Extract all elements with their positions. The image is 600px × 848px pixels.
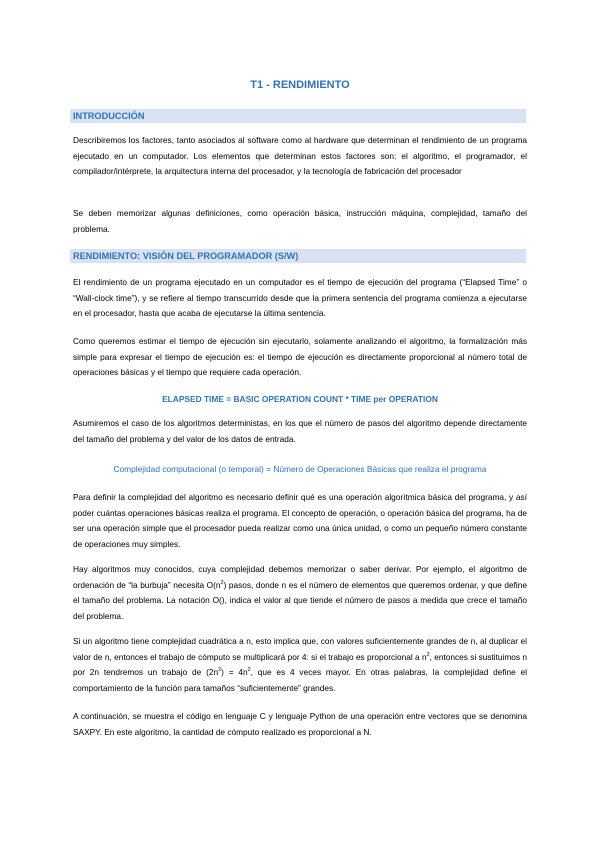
section-header-programmer-view: RENDIMIENTO: VISIÓN DEL PROGRAMADOR (S/W)	[70, 249, 526, 263]
section-header-intro: INTRODUCCIÓN	[70, 109, 526, 123]
page-title: T1 - RENDIMIENTO	[250, 79, 350, 91]
paragraph-elapsed-time: El rendimiento de un programa ejecutado en un computador es el tiempo de ejecución del programa (“Elapsed Time” o “Wall-clock time”), y se refiere al tiempo transcurrido desde que la primera sentencia del programa comienza a ejecutarse en el procesador, hasta que acaba de ejecutarse la última sentencia.	[73, 277, 527, 319]
paragraph-factors: Describiremos los factores, tanto asociados al software como al hardware que determinan el rendimiento de un programa ejecutado en un computador. Los elementos que determinan estos factores son: el algoritmo, el programador, el compilador/intérprete, la arquitectura interna del procesador, y la tecnología de fabricación del procesador	[73, 135, 527, 177]
paragraph-quadratic: Si un algoritmo tiene complejidad cuadrática a n, esto implica que, con valores suficientemente grandes de n, al duplicar el valor de n, entonces el trabajo de cómputo se multiplicará por 4: si el trabajo es proporcional a $n^2$, entonces si sustituimos n por 2n tendremos un trabajo de $(2n^2) = 4n^2$, que es 4 veces mayor. En otras palabras, la complejidad define el comportamiento de la función para tamaños “suficientemente” grandes.	[73, 636, 527, 693]
formula-elapsed-time: ELAPSED TIME = BASIC OPERATION COUNT * TIME per OPERATION	[162, 394, 438, 404]
paragraph-definitions: Se deben memorizar algunas definiciones, como operación básica, instrucción máquina, complejidad, tamaño del problema.	[73, 208, 527, 234]
formula-complexity: Complejidad computacional (o temporal) = Número de Operaciones Básicas que realiza el programa	[113, 464, 487, 474]
paragraph-saxpy: A continuación, se muestra el código en lenguaje C y lenguaje Python de una operación entre vectores que se denomina SAXPY. En este algoritmo, la cantidad de cómputo realizado es proporcional a N.	[73, 711, 527, 737]
paragraph-deterministic: Asumiremos el caso de los algoritmos deterministas, en los que el número de pasos del algoritmo depende directamente del tamaño del problema y del valor de los datos de entrada.	[73, 418, 527, 444]
paragraph-estimation: Como queremos estimar el tiempo de ejecución sin ejecutarlo, solamente analizando el algoritmo, la formalización más simple para expresar el tiempo de ejecución es: el tiempo de ejecución es directamente proporcional al número total de operaciones básicas y el tiempo que requiere cada operación.	[73, 336, 527, 378]
paragraph-basic-operation: Para definir la complejidad del algoritmo es necesario definir qué es una operación algorítmica básica del programa, y así poder cuántas operaciones básicas realiza el programa. El concepto de operación, o operación básica del programa, ha de ser una operación simple que el procesador pueda realizar como una única unidad, o como un pequeño número constante de operaciones muy simples.	[73, 492, 527, 549]
paragraph-known-algorithms: Hay algoritmos muy conocidos, cuya complejidad debemos memorizar o saber derivar. Por ejemplo, el algoritmo de ordenación de “la burbuja” necesita $O(n^2)$ pasos, donde n es el número de elementos que queremos ordenar, y que define el tamaño del problema. La notación O(), indica el valor al que tiende el número de pasos a medida que crece el tamaño del problema.	[73, 564, 527, 621]
